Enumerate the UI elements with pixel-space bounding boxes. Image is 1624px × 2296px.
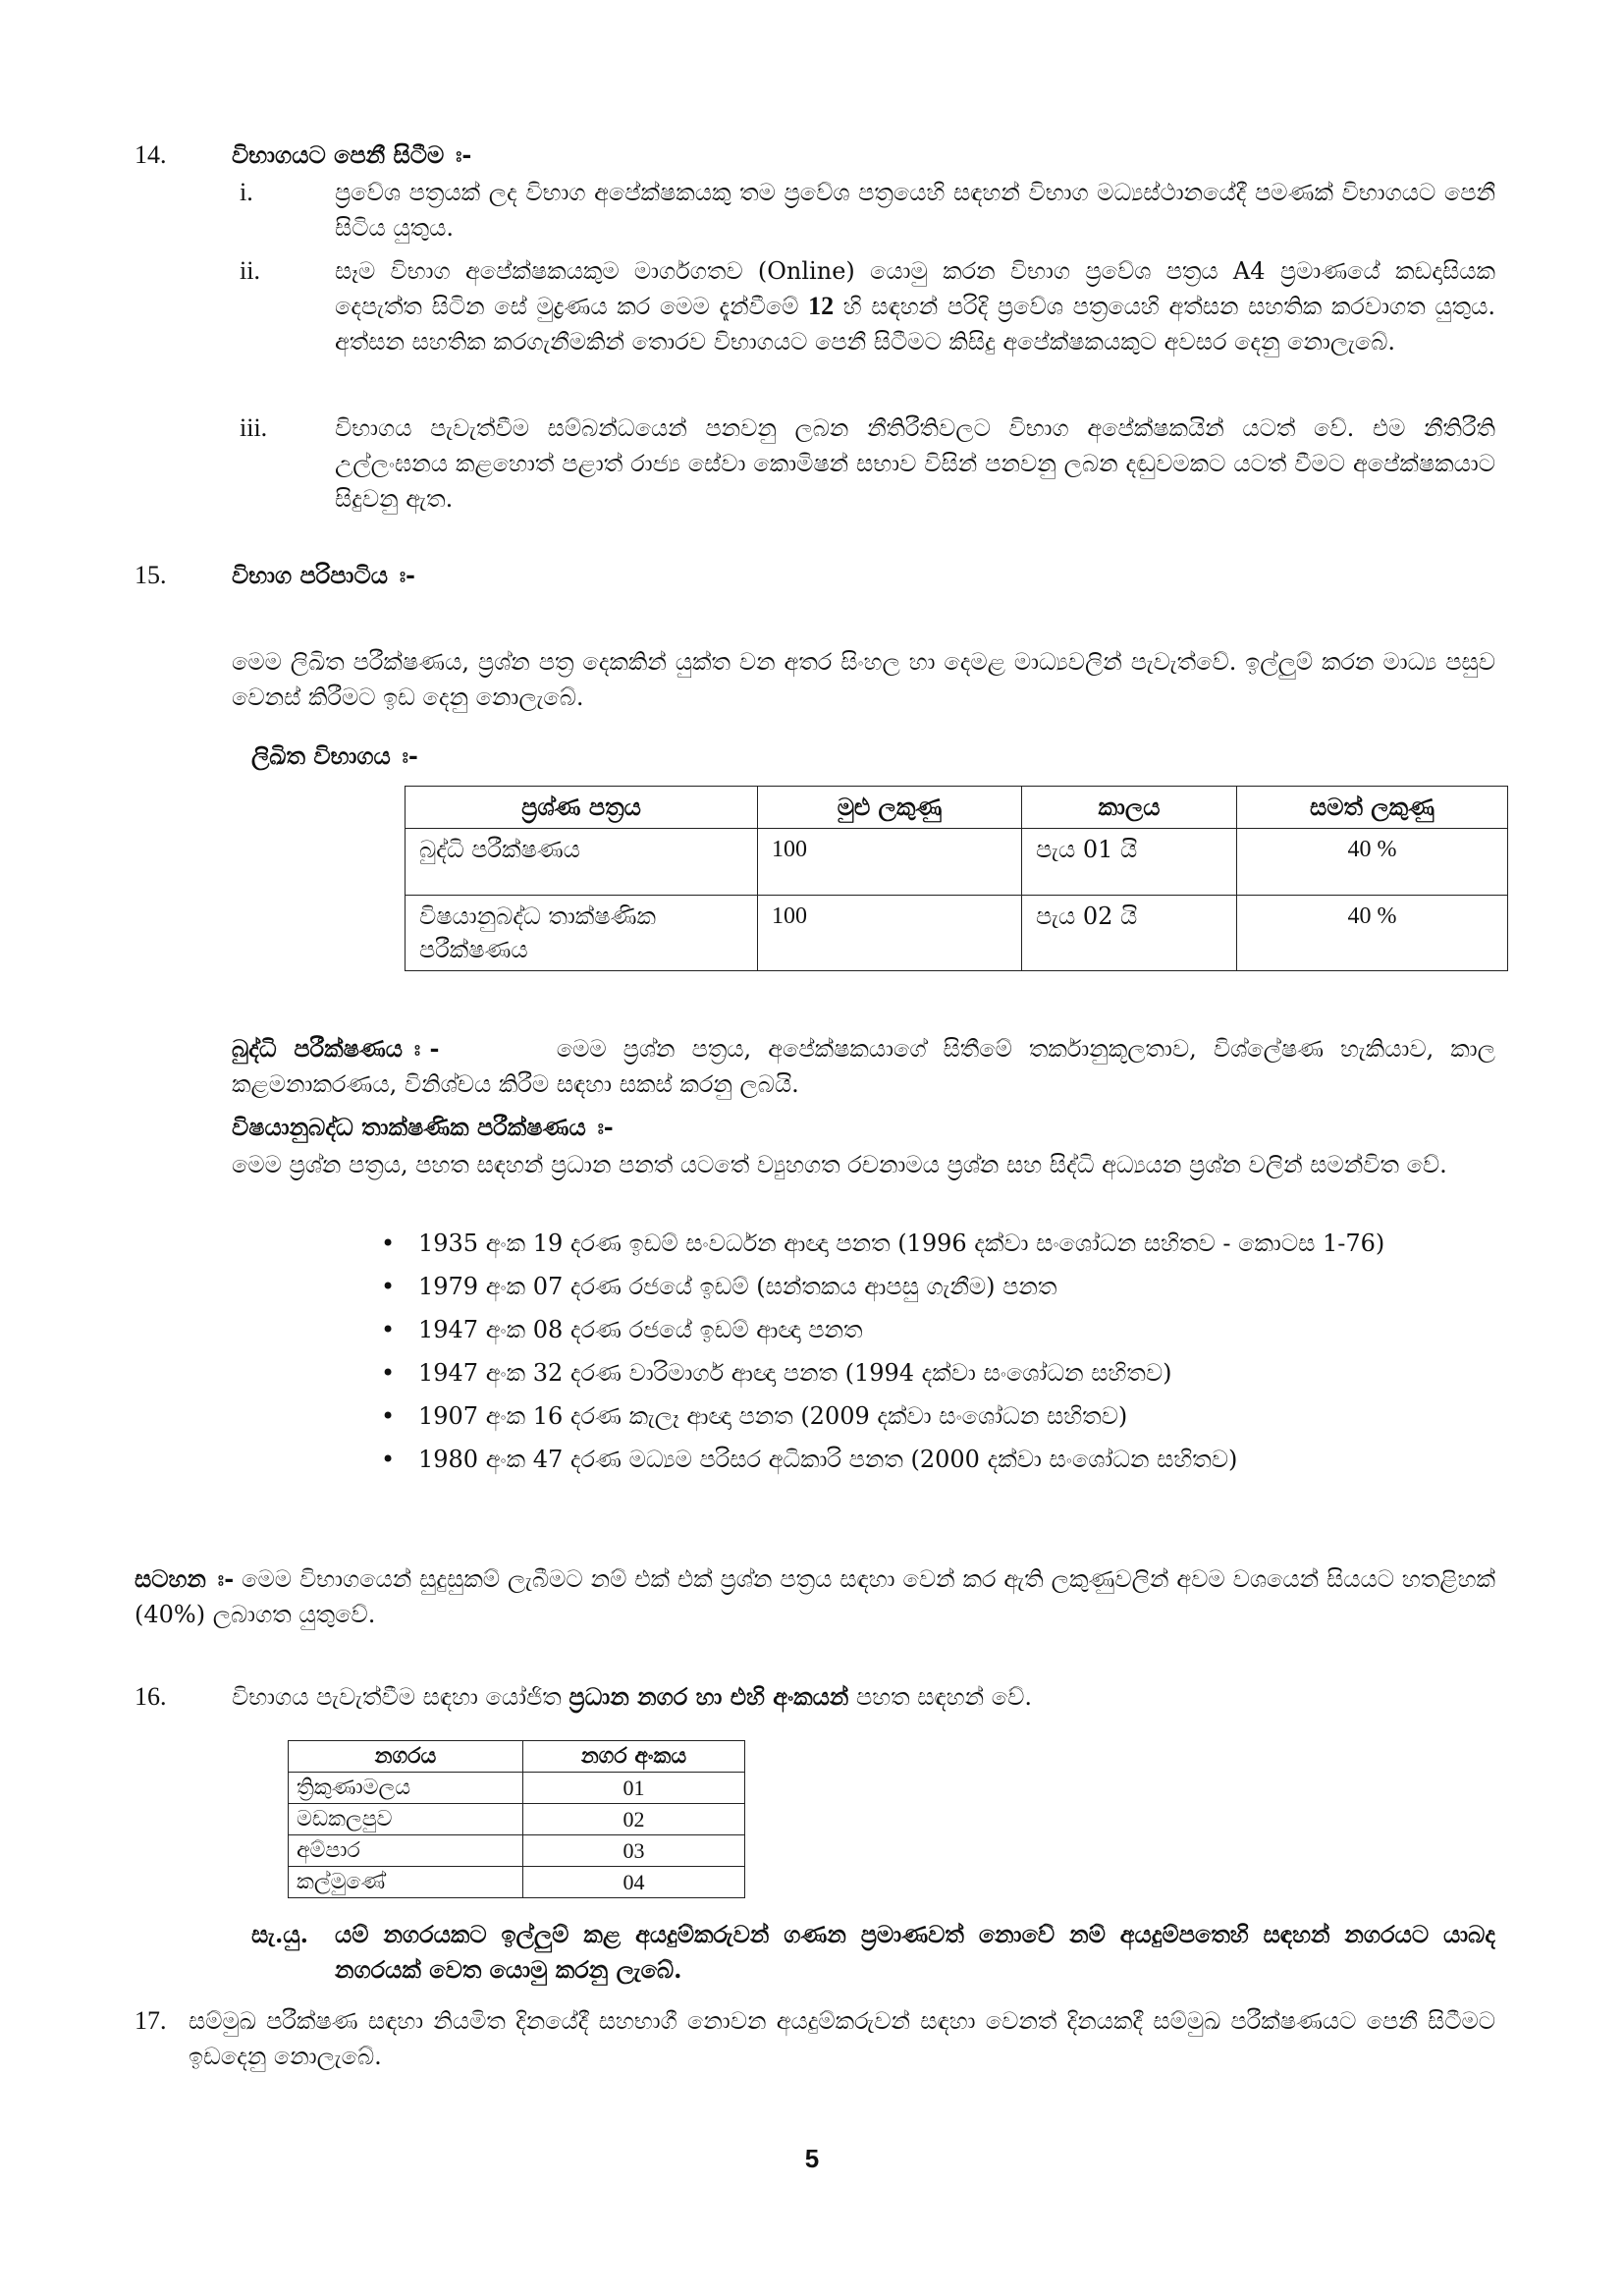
column-header: නගරය <box>289 1741 523 1773</box>
table-row <box>289 1773 745 1804</box>
section-15-title: විභාග පරිපාටිය ඃ- <box>232 561 416 589</box>
column-header: නගර අංකය <box>523 1741 745 1773</box>
table-cell: කල්මුණේ <box>289 1867 523 1898</box>
section-14-title: විභාගයට පෙනී සිටීම ඃ- <box>232 140 472 169</box>
iq-test-paragraph <box>232 1031 1495 1102</box>
table-header-row <box>406 787 1508 829</box>
table-cell: පැය 01 යි <box>1022 829 1237 896</box>
table-cell: පැය 02 යි <box>1022 896 1237 971</box>
section-14-number: 14. <box>135 140 167 169</box>
table-row <box>406 896 1508 971</box>
list-item: • 1947 අංක 08 දරණ රජයේ ඉඩම් ආඥා පනත <box>381 1316 863 1343</box>
city-table <box>288 1740 745 1898</box>
iq-test-text: මෙම ප්‍රශ්න පත්‍රය, අපේක්ෂකයාගේ සිතීමේ තර්කානුකූලතාව, විශ්ලේෂණ හැකියාව, කාල කළමනාකරණය, විනිශ්චය කිරීම සඳහා සකස් කරනු ලබයි. <box>232 1035 1495 1098</box>
table-cell: 04 <box>523 1867 745 1898</box>
table-cell: මඩකලපුව <box>289 1804 523 1835</box>
section-16-text: විභාගය පැවැත්වීම සඳහා යෝජිත ප්‍රධාන නගර හා එහි අංකයන් පහත සඳහන් වේ. <box>232 1682 1033 1711</box>
table-cell: 100 <box>758 829 1022 896</box>
technical-test-title: විෂයානුබද්ධ තාක්ෂණික පරීක්ෂණය ඃ- <box>232 1113 614 1141</box>
pass-mark-note <box>135 1561 1495 1632</box>
column-header: කාලය <box>1022 787 1237 829</box>
list-item: • 1935 අංක 19 දරණ ඉඩම් සංවර්ධන ආඥා පනත (1996 දක්වා සංශෝධන සහිතව - කොටස 1-76) <box>381 1230 1385 1257</box>
column-header: සමත් ලකුණු <box>1237 787 1508 829</box>
section-15-intro: මෙම ලිඛිත පරීක්ෂණය, ප්‍රශ්න පත්‍ර දෙකකින් යුක්ත වන අතර සිංහල හා දෙමළ මාධ්‍යවලින් පැවැත්වේ. ඉල්ලුම් කරන මාධ්‍ය පසුව වෙනස් කිරීමට ඉඩ දෙනු නොලැබේ. <box>232 648 1495 711</box>
item-14-iii-marker: iii. <box>240 413 268 442</box>
table-row <box>406 829 1508 896</box>
iq-test-title: බුද්ධි පරීක්ෂණය ඃ- <box>232 1034 440 1063</box>
table-cell: 40 % <box>1237 829 1508 896</box>
column-header: ප්‍රශ්ණ පත්‍රය <box>406 787 758 829</box>
table-cell: බුද්ධි පරීක්ෂණය <box>406 829 758 896</box>
section-17-number: 17. <box>135 2006 167 2035</box>
item-14-ii-text: සෑම විභාග අපේක්ෂකයකුම මාර්ගගතව (Online) යොමු කරන විභාග ප්‍රවේශ පත්‍රය A4 ප්‍රමාණයේ කඩදාසියක දෙපැත්ත සිටින සේ මුද්‍රණය කර මෙම දැන්වීමේ 12 හි සඳහන් පරිදි ප්‍රවේශ පත්‍රයෙහි අත්සන සහතික කරවාගත යුතුය. අත්සන සහතික කරගැනීමකින් තොරව විභාගයට පෙනී සිටීමට කිසිදු අපේක්ෂකයකුට අවසර දෙනු නොලැබේ. <box>335 257 1495 355</box>
section-17-text: සම්මුඛ පරීක්ෂණ සඳහා නියමිත දිනයේදී සහභාගී නොවන අයදුම්කරුවන් සඳහා වෙනත් දිනයකදී සම්මුඛ පරීක්ෂණයට පෙනී සිටීමට ඉඩදෙනු නොලැබේ. <box>189 2007 1495 2070</box>
list-item: • 1979 අංක 07 දරණ රජයේ ඉඩම් (සන්තකය ආපසු ගැනීම) පනත <box>381 1273 1057 1300</box>
item-14-i-marker: i. <box>240 178 253 206</box>
table-row <box>289 1835 745 1867</box>
city-note-text: යම් නගරයකට ඉල්ලුම් කළ අයදුම්කරුවන් ගණන ප්‍රමාණවත් නොවේ නම් අයදුම්පතෙහි සඳහන් නගරයට යාබද නගරයක් වෙත යොමු කරනු ලැබේ. <box>335 1920 1495 1984</box>
item-14-ii-marker: ii. <box>240 256 260 285</box>
written-exam-title: ලිඛිත විභාගය ඃ- <box>251 741 418 770</box>
table-cell: විෂයානුබද්ධ තාක්ෂණික පරීක්ෂණය <box>406 896 758 971</box>
section-15-number: 15. <box>135 561 167 589</box>
technical-test-text: මෙම ප්‍රශ්න පත්‍රය, පහත සඳහන් ප්‍රධාන පනත් යටතේ ව්‍යුහගත රචනාමය ප්‍රශ්න සහ සිද්ධි අධ්‍යයන ප්‍රශ්න වලින් සමන්විත වේ. <box>232 1151 1447 1178</box>
table-cell: 02 <box>523 1804 745 1835</box>
table-cell: 01 <box>523 1773 745 1804</box>
table-cell: 40 % <box>1237 896 1508 971</box>
table-cell: අම්පාර <box>289 1835 523 1867</box>
table-header-row <box>289 1741 745 1773</box>
table-cell: 100 <box>758 896 1022 971</box>
note-label: සැ.යු. <box>251 1920 308 1948</box>
list-item: • 1947 අංක 32 දරණ වාරිමාර්ග ආඥා පනත (1994 දක්වා සංශෝධන සහිතව) <box>381 1359 1172 1387</box>
written-exam-table <box>405 786 1508 971</box>
table-cell: ත්‍රිකුණාමලය <box>289 1773 523 1804</box>
acts-list <box>379 1226 1495 1485</box>
column-header: මුළු ලකුණු <box>758 787 1022 829</box>
note-text: මෙම විභාගයෙන් සුදුසුකම් ලැබීමට නම් එක් එක් ප්‍රශ්න පත්‍රය සඳහා වෙන් කර ඇති ලකුණුවලින් අවම වශයෙන් සියයට හතළිහක් (40%) ලබාගත යුතුවේ. <box>135 1565 1496 1628</box>
table-row <box>289 1804 745 1835</box>
table-row <box>289 1867 745 1898</box>
list-item: • 1907 අංක 16 දරණ කැලෑ ආඥා පනත (2009 දක්වා සංශෝධන සහිතව) <box>381 1402 1128 1430</box>
item-14-iii-text: විභාගය පැවැත්වීම සම්බන්ධයෙන් පනවනු ලබන නීතිරීතිවලට විභාග අපේක්ෂකයින් යටත් වේ. එම නීතිරීති උල්ලංඝනය කළහොත් පළාත් රාජ්‍ය සේවා කොමිෂන් සභාව විසින් පනවනු ලබන දඬුවමකට යටත් වීමට අපේක්ෂකයාට සිදුවනු ඇත. <box>335 414 1495 513</box>
table-cell: 03 <box>523 1835 745 1867</box>
page-number: 5 <box>804 2144 820 2173</box>
note-label: සටහන ඃ- <box>135 1564 235 1593</box>
list-item: • 1980 අංක 47 දරණ මධ්‍යම පරිසර අධිකාරි පනත (2000 දක්වා සංශෝධන සහිතව) <box>381 1446 1238 1473</box>
section-16-number: 16. <box>135 1682 167 1711</box>
item-14-i-text: ප්‍රවේශ පත්‍රයක් ලද විභාග අපේක්ෂකයකු තම ප්‍රවේශ පත්‍රයෙහි සඳහන් විභාග මධ්‍යස්ථානයේදී පමණක් විභාගයට පෙනී සිටිය යුතුය. <box>335 179 1495 242</box>
